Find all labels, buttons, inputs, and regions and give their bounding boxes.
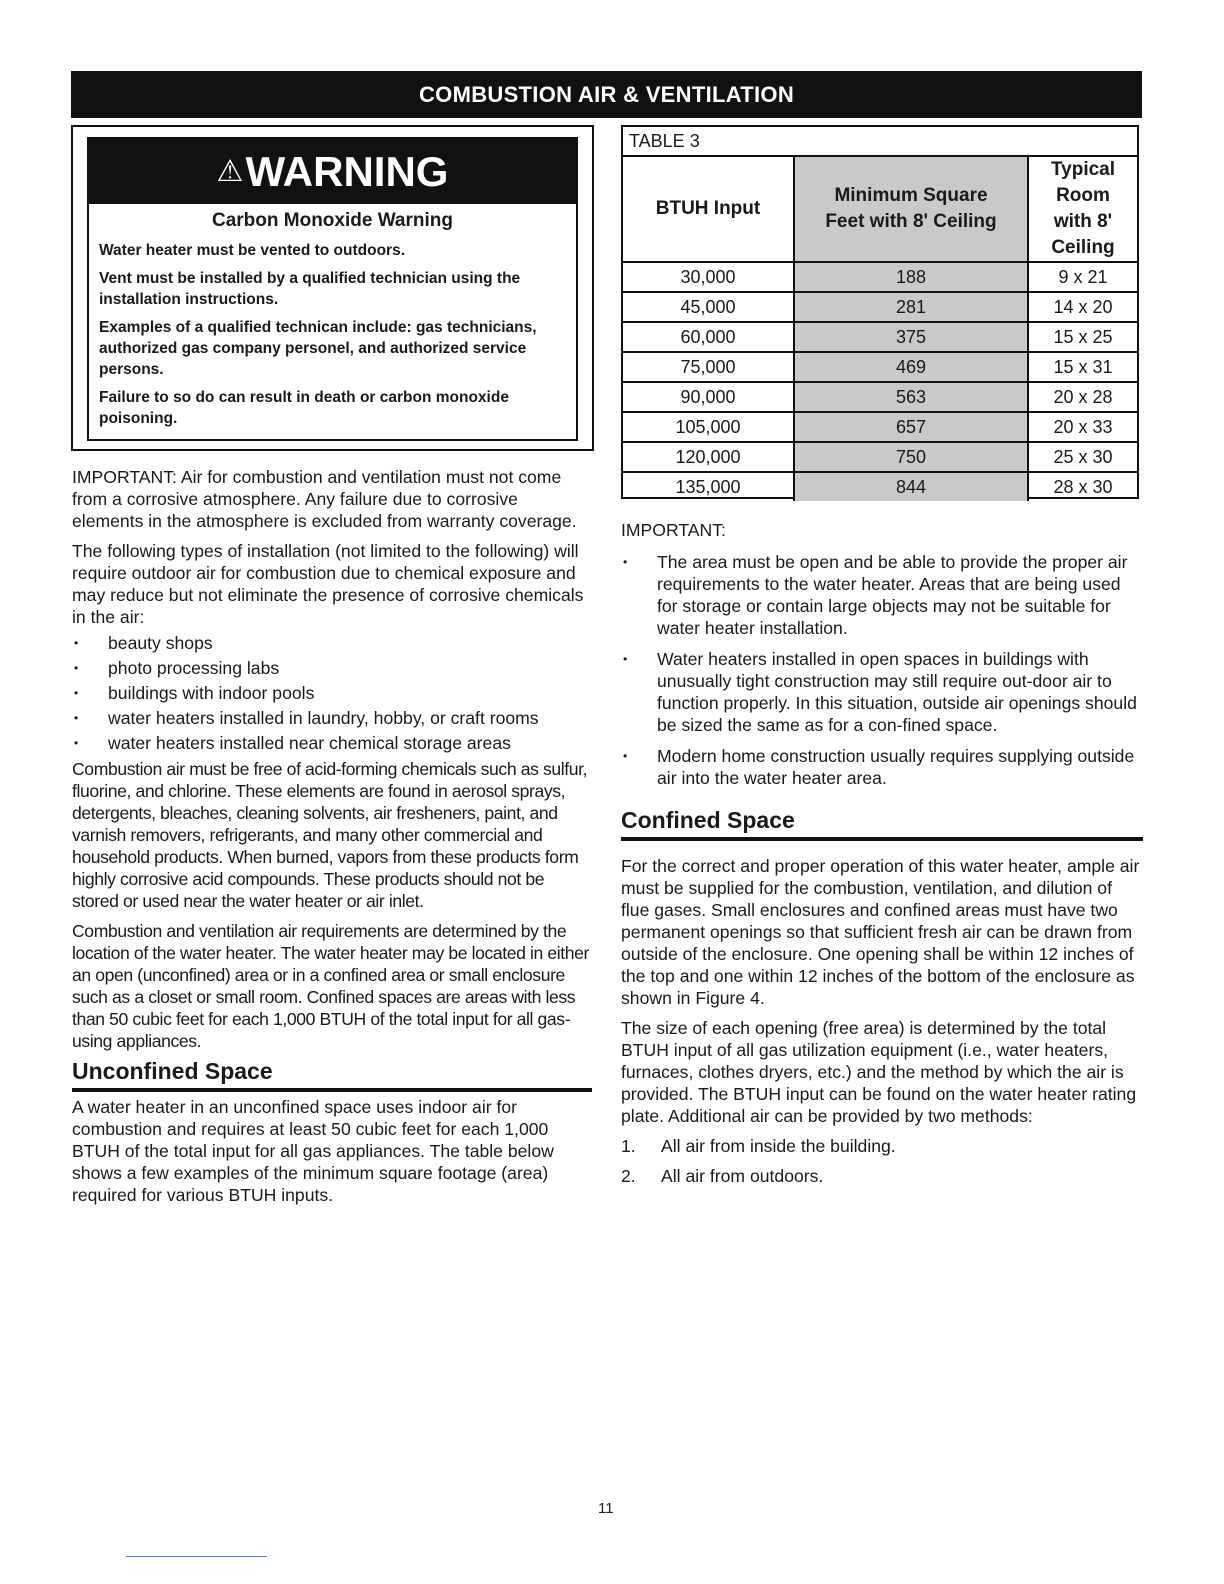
cell-room: 25 x 30: [1028, 442, 1137, 472]
section-banner: COMBUSTION AIR & VENTILATION: [71, 71, 1142, 118]
warning-header: [89, 139, 576, 204]
list-item: • Water heaters installed in open spaces in buildings with unusually tight construction may still require out-door air to function properly. In this situation, outside air openings should be sized the same as for a con-fined space.: [621, 648, 1143, 736]
table-row: [623, 322, 1137, 352]
cell-room: 28 x 30: [1028, 472, 1137, 501]
air-methods-list: [621, 1135, 1143, 1187]
air-requirements-paragraph: Combustion and ventilation air requirements are determined by the location of the water heater. The water heater may be located in either an open (unconfined) area or in a confined area or small enclosure such as a closet or small room. Confined spaces are areas with less than 50 cubic feet for each 1,000 BTUH of the total input for all gas-using appliances.: [72, 921, 590, 1051]
cell-btuh: 105,000: [623, 412, 794, 442]
table-row: [623, 412, 1137, 442]
page-number: 11: [598, 1500, 614, 1517]
cell-sqft: 750: [794, 442, 1028, 472]
list-item: • beauty shops: [72, 632, 592, 654]
table-caption: TABLE 3: [623, 127, 1137, 157]
confined-space-heading: Confined Space: [621, 807, 795, 833]
cell-sqft: 563: [794, 382, 1028, 412]
cell-sqft: 281: [794, 292, 1028, 322]
installation-types-paragraph: The following types of installation (not limited to the following) will require outdoor air for combustion due to chemical exposure and may reduce but not eliminate the presence of corrosive chemicals in the air:: [72, 541, 584, 627]
list-item: • photo processing labs: [72, 657, 592, 679]
cell-sqft: 844: [794, 472, 1028, 501]
cell-sqft: 375: [794, 322, 1028, 352]
cell-btuh: 45,000: [623, 292, 794, 322]
list-number: 2.: [621, 1166, 636, 1186]
cell-btuh: 75,000: [623, 352, 794, 382]
list-item: • water heaters installed in laundry, hobby, or craft rooms: [72, 707, 592, 729]
cell-sqft: 469: [794, 352, 1028, 382]
table-row: [623, 292, 1137, 322]
corrosive-locations-list: [72, 632, 592, 754]
list-text: All air from inside the building.: [661, 1136, 896, 1156]
table-row: [623, 442, 1137, 472]
list-text: All air from outdoors.: [661, 1166, 824, 1186]
list-item: [621, 1135, 1143, 1157]
heading-rule: [621, 837, 1143, 841]
table-row: [623, 382, 1137, 412]
right-column: [621, 519, 1143, 1195]
cell-room: 20 x 33: [1028, 412, 1137, 442]
btuh-table: [623, 157, 1137, 501]
list-item: • The area must be open and be able to provide the proper air requirements to the water heater. Areas that are being used for storage or contain large objects may not be suitable for water heater installation.: [621, 551, 1143, 639]
warning-line: Failure to so do can result in death or carbon monoxide poisoning.: [99, 389, 509, 427]
important-paragraph: IMPORTANT: Air for combustion and ventilation must not come from a corrosive atmosphere. Any failure due to corrosive elements in the atmosphere is excluded from warranty coverage.: [72, 467, 577, 531]
cell-btuh: 60,000: [623, 322, 794, 352]
warning-triangle-icon: ⚠: [216, 155, 244, 188]
list-item: • buildings with indoor pools: [72, 682, 592, 704]
confined-space-paragraph: For the correct and proper operation of this water heater, ample air must be supplied for the combustion, ventilation, and dilution of flue gases. Small enclosures and confined areas must have two permanent openings so that sufficient fresh air can be drawn from outside of the enclosure. One opening shall be within 12 inches of the top and one within 12 inches of the bottom of the enclosure as shown in Figure 4.: [621, 856, 1140, 1008]
cell-room: 14 x 20: [1028, 292, 1137, 322]
cell-btuh: 90,000: [623, 382, 794, 412]
important-label: IMPORTANT:: [621, 520, 726, 540]
list-item: [621, 1165, 1143, 1187]
cell-room: 9 x 21: [1028, 262, 1137, 292]
unconfined-space-heading: Unconfined Space: [72, 1058, 273, 1084]
cell-btuh: 30,000: [623, 262, 794, 292]
list-item: • Modern home construction usually requires supplying outside air into the water heater area.: [621, 745, 1143, 789]
opening-size-paragraph: The size of each opening (free area) is determined by the total BTUH input of all gas utilization equipment (i.e., water heaters, furnaces, clothes dryers, etc.) and the method by which the air is provided. The BTUH input can be found on the water heater rating plate. Additional air can be provided by two methods:: [621, 1018, 1137, 1126]
warning-line: Examples of a qualified technican include: gas technicians, authorized gas company personel, and authorized service persons.: [99, 319, 537, 378]
list-item: • water heaters installed near chemical storage areas: [72, 732, 592, 754]
cell-room: 20 x 28: [1028, 382, 1137, 412]
unconfined-space-paragraph: A water heater in an unconfined space uses indoor air for combustion and requires at least 50 cubic feet for each 1,000 BTUH of the total input for all gas appliances. The table below shows a few examples of the minimum square footage (area) required for various BTUH inputs.: [72, 1097, 554, 1205]
cell-room: 15 x 31: [1028, 352, 1137, 382]
list-number: 1.: [621, 1136, 636, 1156]
header-btuh-input: BTUH Input: [623, 157, 794, 262]
warning-inner: [87, 137, 578, 441]
cell-btuh: 135,000: [623, 472, 794, 501]
header-min-square-feet: Minimum Square Feet with 8' Ceiling: [794, 157, 1028, 262]
warning-title: WARNING: [245, 147, 449, 195]
warning-line: Water heater must be vented to outdoors.: [99, 242, 406, 259]
table-row: [623, 262, 1137, 292]
important-list: [621, 551, 1143, 789]
warning-box: [71, 125, 594, 451]
table-header-row: [623, 157, 1137, 262]
left-column: [72, 466, 592, 1214]
acid-chemicals-paragraph: Combustion air must be free of acid-forming chemicals such as sulfur, fluorine, and chlorine. These elements are found in aerosol sprays, detergents, bleaches, cleaning solvents, air fresheners, paint, and varnish removers, refrigerants, and many other commercial and household products. When burned, vapors from these products form highly corrosive acid compounds. These products should not be stored or used near the water heater or air inlet.: [72, 759, 588, 911]
header-typical-room: Typical Room with 8' Ceiling: [1028, 157, 1137, 262]
warning-subtitle: Carbon Monoxide Warning: [211, 210, 453, 231]
footer-line: [126, 1556, 267, 1557]
table-3: [621, 125, 1139, 499]
cell-room: 15 x 25: [1028, 322, 1137, 352]
warning-line: Vent must be installed by a qualified technician using the installation instructions.: [99, 270, 521, 308]
cell-sqft: 188: [794, 262, 1028, 292]
cell-btuh: 120,000: [623, 442, 794, 472]
table-row: [623, 352, 1137, 382]
heading-rule: [72, 1088, 592, 1092]
cell-sqft: 657: [794, 412, 1028, 442]
table-row: [623, 472, 1137, 501]
